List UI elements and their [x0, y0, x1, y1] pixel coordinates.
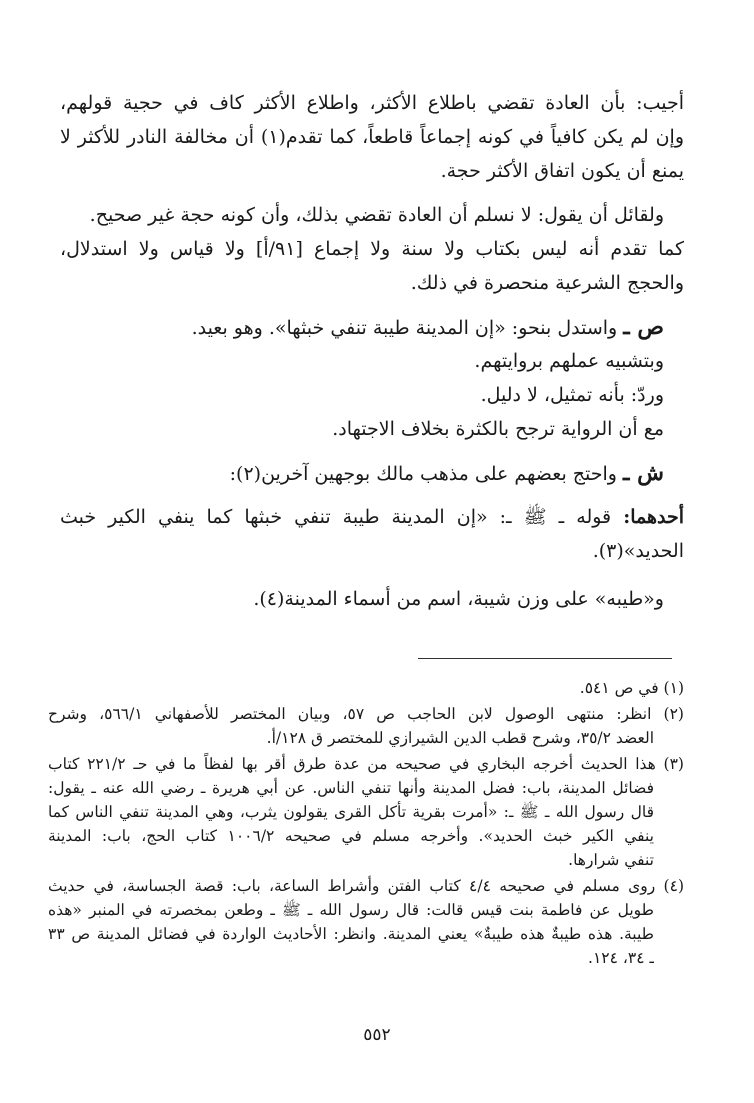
sad-mark: ص ـ	[623, 314, 664, 340]
page-number: ٥٥٢	[363, 1025, 391, 1045]
footnote-line: (٣) هذا الحديث أخرجه البخاري في صحيحه من عدة طرق أقر بها لفظاً ما في حـ ٢٢١/٢ كتاب	[48, 755, 684, 773]
footnote-line: فضائل المدينة، باب: فضل المدينة وأنها تنفي الناس. عن أبي هريرة ـ رضي الله عنه ـ يقول:	[48, 779, 654, 797]
sad-text: واستدل بنحو: «إن المدينة طيبة تنفي خبثها». وهو بعيد.	[191, 317, 618, 339]
footnote-line: ينفي الكير خبث الحديد». وأخرجه مسلم في صحيحه ١٠٠٦/٢ كتاب الحج، باب: المدينة	[48, 827, 654, 845]
body-line: أجيب: بأن العادة تقضي باطلاع الأكثر، واطلاع الأكثر كاف في حجية قولهم،	[60, 92, 684, 114]
ahaduhuma-line	[60, 502, 684, 532]
body-line: وردّ: بأنه تمثيل، لا دليل.	[480, 384, 664, 406]
footnote-separator	[418, 658, 672, 659]
ahaduhuma-label: أحدهما:	[623, 506, 684, 528]
body-line: مع أن الرواية ترجح بالكثرة بخلاف الاجتهاد.	[332, 418, 664, 440]
footnote-line: تنفي شرارها.	[568, 851, 654, 869]
body-line: وبتشبيه عملهم بروايتهم.	[474, 350, 664, 372]
body-line: والحجج الشرعية منحصرة في ذلك.	[410, 272, 684, 294]
shin-line	[60, 458, 664, 489]
sad-line	[60, 312, 664, 343]
footnote-line: العضد ٣٥/٢، وشرح قطب الدين الشيرازي للمختصر ق ١٢٨/أ.	[266, 729, 654, 747]
footnote-line: طويل عن فاطمة بنت قيس قالت: قال رسول الله ـ ﷺ ـ وطعن بمخصرته في المنبر «هذه	[48, 901, 654, 919]
body-line: و«طيبه» على وزن شيبة، اسم من أسماء المدينة(٤).	[253, 588, 664, 610]
footnote-line: (١) في ص ٥٤١.	[579, 679, 684, 697]
footnote-line: قال رسول الله ـ ﷺ ـ: «أمرت بقرية تأكل القرى يقولون يثرب، وهي المدينة تنفي الناس كما	[48, 803, 654, 821]
shin-text: واحتج بعضهم على مذهب مالك بوجهين آخرين(٢):	[229, 463, 617, 485]
footnote-line: ـ ٣٤، ١٢٤.	[588, 949, 654, 967]
body-line: كما تقدم أنه ليس بكتاب ولا سنة ولا إجماع [٩١/أ] ولا قياس ولا استدلال،	[60, 238, 684, 260]
body-line: ولقائل أن يقول: لا نسلم أن العادة تقضي بذلك، وأن كونه حجة غير صحيح.	[89, 204, 664, 226]
body-line: وإن لم يكن كافياً في كونه إجماعاً قاطعاً، كما تقدم(١) أن مخالفة النادر للأكثر لا	[60, 126, 684, 148]
footnote-line: (٢) انظر: منتهى الوصول لابن الحاجب ص ٥٧، وبيان المختصر للأصفهاني ٥٦٦/١، وشرح	[48, 705, 684, 723]
footnote-line: (٤) روى مسلم في صحيحه ٤/٤ كتاب الفتن وأشراط الساعة، باب: قصة الجساسة، في حديث	[48, 877, 684, 895]
shin-mark: ش ـ	[623, 460, 664, 486]
body-line: يمنع أن يكون اتفاق الأكثر حجة.	[440, 160, 684, 182]
body-line: الحديد»(٣).	[592, 540, 684, 562]
footnote-line: طيبة. هذه طيبةٌ هذه طيبةٌ» يعني المدينة. وانظر: الأحاديث الواردة في فضائل المدينة ص ٣٣	[48, 925, 654, 943]
ahaduhuma-text: قوله ـ ﷺ ـ: «إن المدينة طيبة تنفي خبثها كما ينفي الكير خبث	[60, 506, 612, 528]
